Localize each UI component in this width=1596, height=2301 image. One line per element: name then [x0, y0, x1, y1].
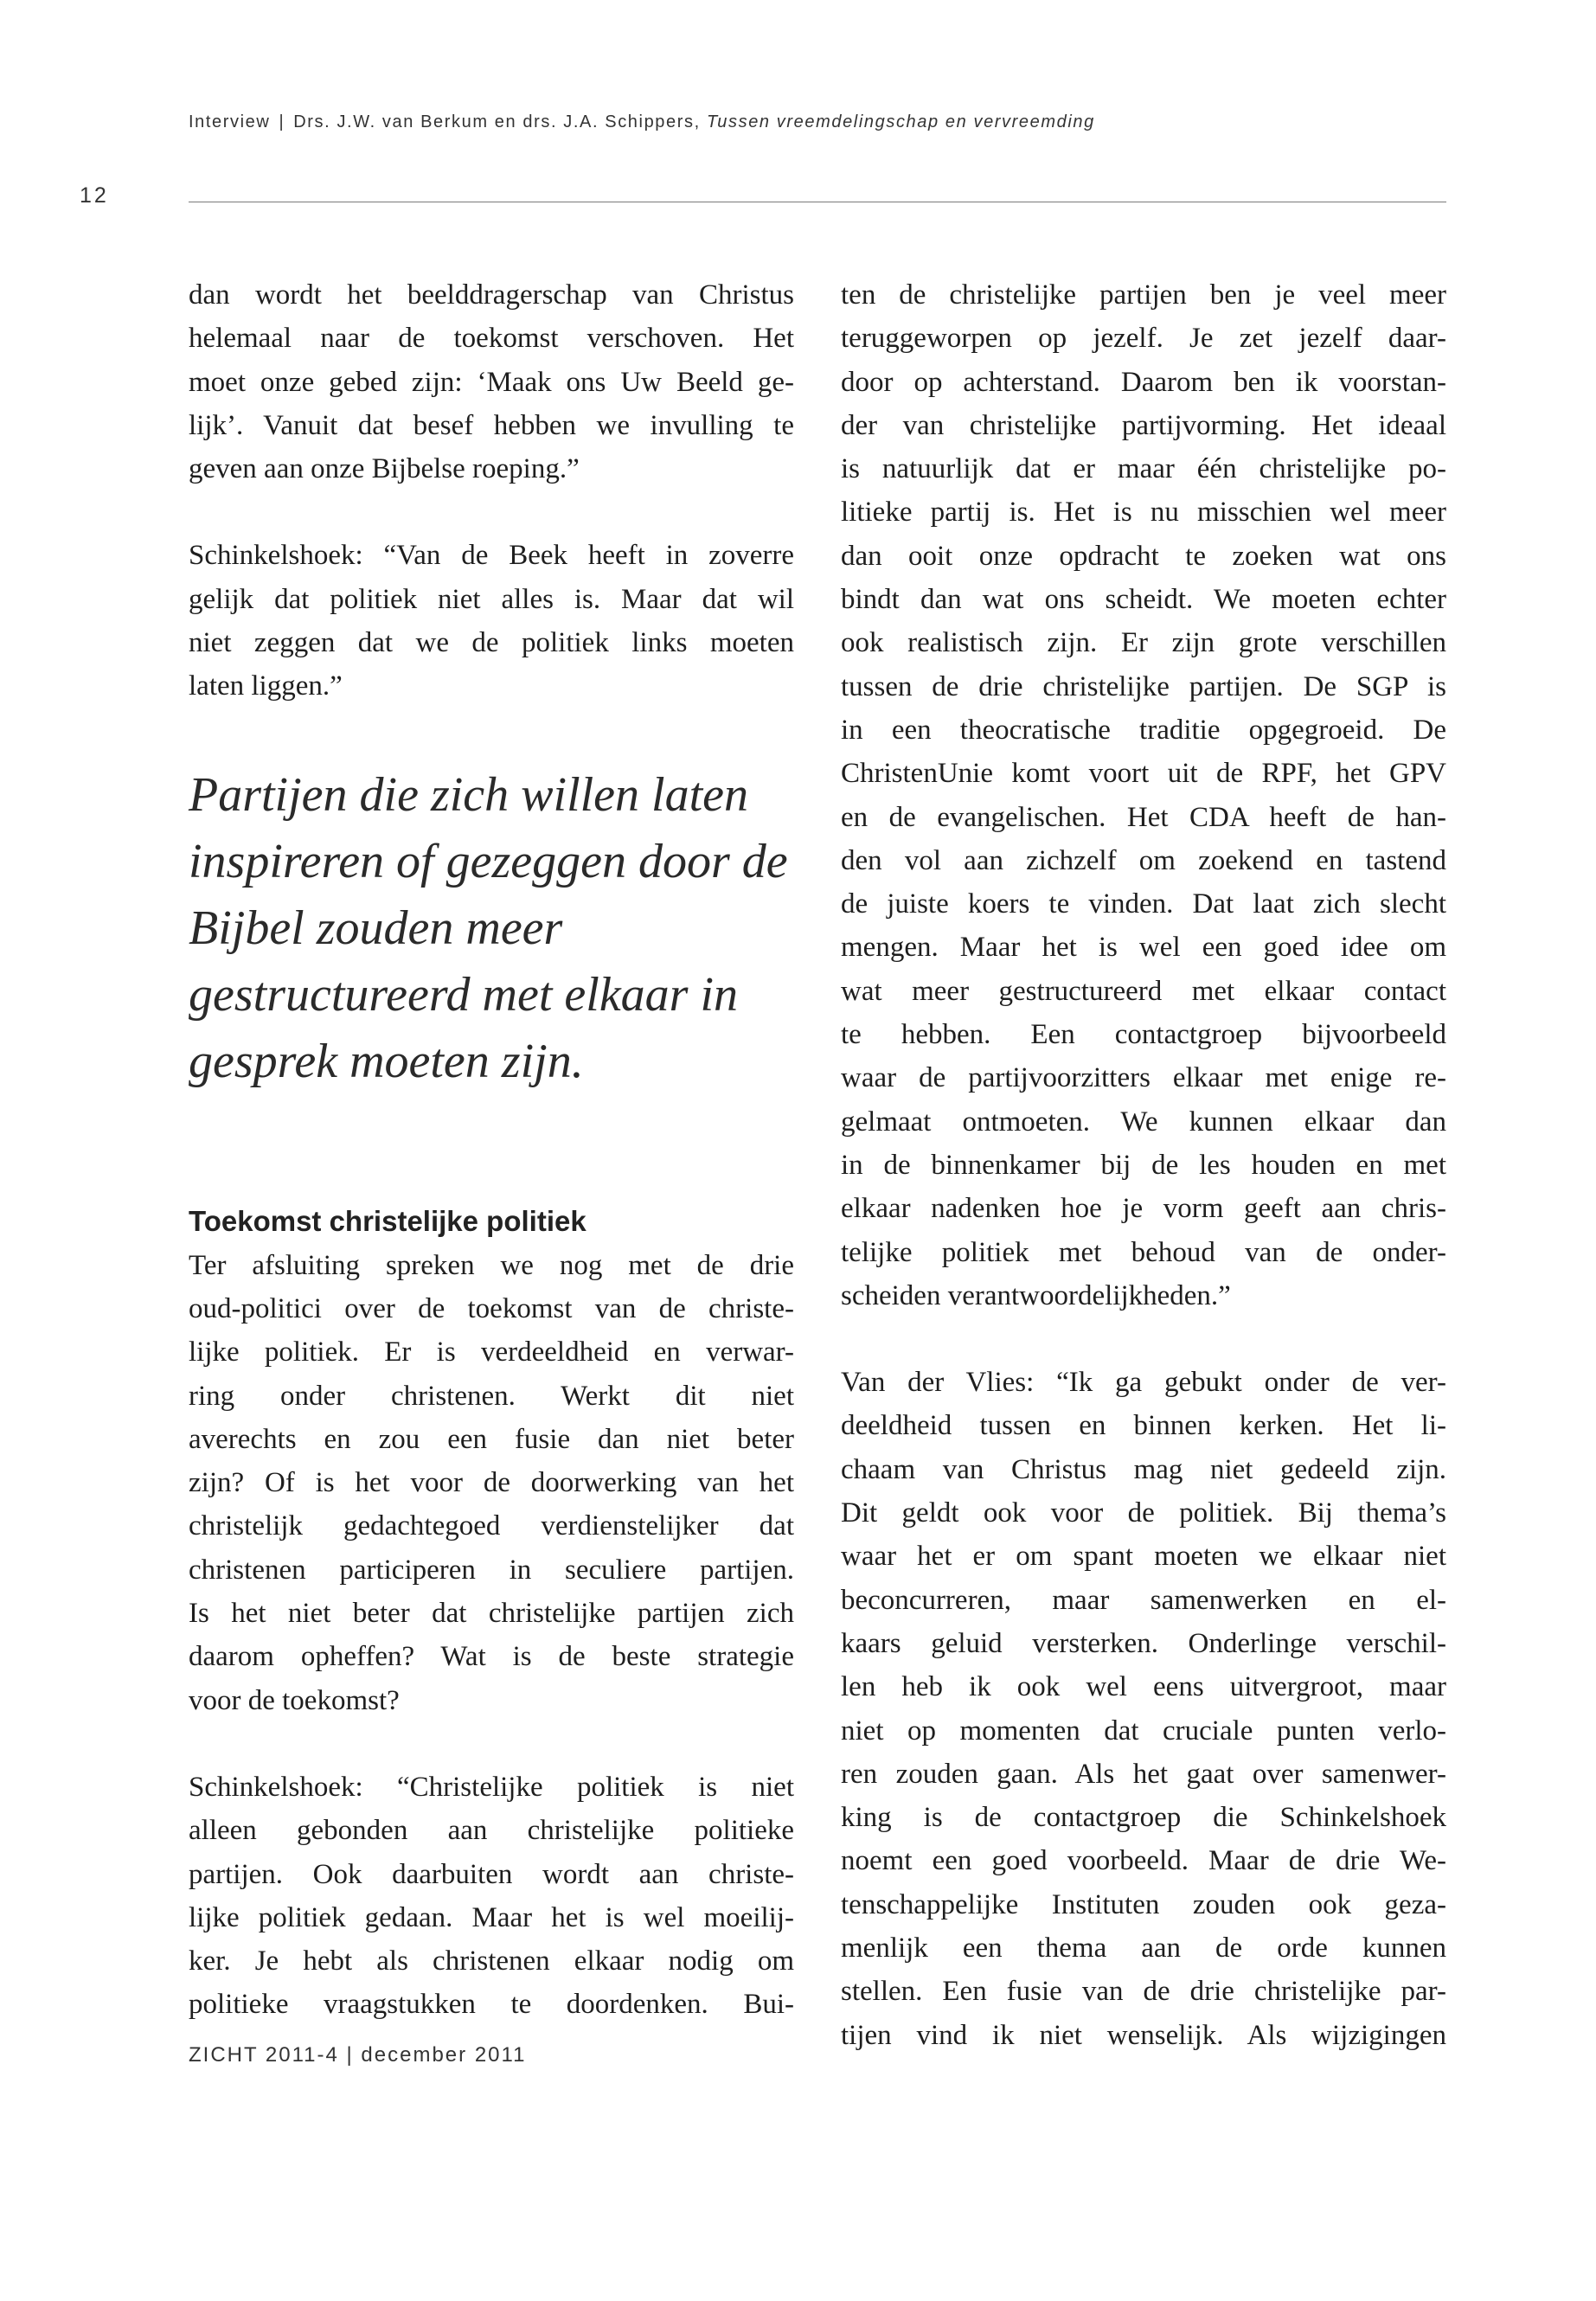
text-line: stellen. Een fusie van de drie christelijke par-	[841, 1976, 1446, 2008]
paragraph	[189, 1244, 794, 1722]
text-line: telijke politiek met behoud van de onder-	[841, 1236, 1446, 1268]
text-line: en de evangelischen. Het CDA heeft de han-	[841, 801, 1446, 833]
paragraph	[189, 534, 794, 708]
text-line: oud-politici over de toekomst van de christe-	[189, 1292, 794, 1324]
text-line: in de binnenkamer bij de les houden en met	[841, 1149, 1446, 1181]
text-line: ten de christelijke partijen ben je veel meer	[841, 279, 1446, 311]
text-line: niet op momenten dat cruciale punten verlo-	[841, 1715, 1446, 1747]
text-line: tussen de drie christelijke partijen. De SGP is	[841, 670, 1446, 702]
text-line: beconcurreren, maar samenwerken en el-	[841, 1584, 1446, 1616]
text-line: Ter afsluiting spreken we nog met de drie	[189, 1249, 794, 1281]
text-line: scheiden verantwoordelijkheden.”	[841, 1279, 1231, 1311]
text-line: daarom opheffen? Wat is de beste strategie	[189, 1641, 794, 1673]
section-heading: Toekomst christelijke politiek	[189, 1204, 586, 1237]
text-line: noemt een goed voorbeeld. Maar de drie We-	[841, 1845, 1446, 1877]
text-line: ker. Je hebt als christenen elkaar nodig om	[189, 1945, 794, 1977]
text-line: alleen gebonden aan christelijke politieke	[189, 1815, 794, 1847]
text-line: tijen vind ik niet wenselijk. Als wijzigingen	[841, 2019, 1446, 2051]
text-line: niet zeggen dat we de politiek links moeten	[189, 627, 794, 659]
text-line: wat meer gestructureerd met elkaar contact	[841, 975, 1446, 1007]
text-line: Schinkelshoek: “Van de Beek heeft in zoverre	[189, 540, 794, 572]
running-head-authors: Drs. J.W. van Berkum en drs. J.A. Schippers,	[293, 112, 701, 131]
text-line: moet onze gebed zijn: ‘Maak ons Uw Beeld ge-	[189, 366, 794, 398]
footer-publication: ZICHT 2011-4	[189, 2043, 339, 2067]
page-number: 12	[80, 183, 109, 208]
running-head-separator: |	[279, 112, 285, 131]
text-line: gelijk dat politiek niet alles is. Maar dat wil	[189, 583, 794, 615]
footer-date: december 2011	[361, 2043, 527, 2067]
footer-separator: |	[346, 2043, 354, 2067]
text-line: te hebben. Een contactgroep bijvoorbeeld	[841, 1019, 1446, 1051]
paragraph	[841, 1361, 1446, 2057]
text-line: den vol aan zichzelf om zoekend en tastend	[841, 844, 1446, 876]
footer	[189, 2043, 526, 2067]
text-line: ChristenUnie komt voort uit de RPF, het GPV	[841, 758, 1446, 790]
pull-quote	[189, 762, 794, 1095]
text-line: ren zouden gaan. Als het gaat over samenwer-	[841, 1758, 1446, 1790]
text-line: is natuurlijk dat er maar één christelijke po-	[841, 453, 1446, 485]
pull-quote-line: Bijbel zouden meer	[189, 901, 563, 955]
text-line: dan wordt het beelddragerschap van Christus	[189, 279, 794, 311]
text-line: in een theocratische traditie opgegroeid. De	[841, 714, 1446, 746]
paragraph	[841, 273, 1446, 1317]
text-line: politieke vraagstukken te doordenken. Bui-	[189, 1989, 794, 2021]
text-line: door op achterstand. Daarom ben ik voorstan-	[841, 366, 1446, 398]
text-line: menlijk een thema aan de orde kunnen	[841, 1932, 1446, 1964]
text-line: laten liggen.”	[189, 670, 343, 702]
text-line: kaars geluid versterken. Onderlinge verschil-	[841, 1627, 1446, 1659]
text-line: zijn? Of is het voor de doorwerking van het	[189, 1467, 794, 1499]
running-head	[189, 112, 1452, 132]
text-line: bindt dan wat ons scheidt. We moeten echter	[841, 584, 1446, 616]
pull-quote-line: gestructureerd met elkaar in	[189, 967, 739, 1022]
text-line: chaam van Christus mag niet gedeeld zijn.	[841, 1453, 1446, 1485]
text-line: waar de partijvoorzitters elkaar met enige re-	[841, 1062, 1446, 1094]
text-line: christelijk gedachtegoed verdienstelijker dat	[189, 1510, 794, 1542]
pull-quote-line: gesprek moeten zijn.	[189, 1034, 584, 1088]
text-line: teruggeworpen op jezelf. Je zet jezelf daar-	[841, 323, 1446, 355]
pull-quote-line: Partijen die zich willen laten	[189, 767, 749, 822]
text-line: lijke politiek gedaan. Maar het is wel moeilij-	[189, 1901, 794, 1933]
text-line: partijen. Ook daarbuiten wordt aan christe-	[189, 1858, 794, 1890]
left-column	[189, 273, 794, 2027]
text-line: Dit geldt ook voor de politiek. Bij thema’s	[841, 1497, 1446, 1529]
text-line: helemaal naar de toekomst verschoven. Het	[189, 323, 794, 355]
text-line: tenschappelijke Instituten zouden ook geza-	[841, 1888, 1446, 1920]
text-line: lijke politiek. Er is verdeeldheid en verwar-	[189, 1336, 794, 1368]
text-line: king is de contactgroep die Schinkelshoek	[841, 1802, 1446, 1834]
text-line: Is het niet beter dat christelijke partijen zich	[189, 1598, 794, 1630]
text-line: averechts en zou een fusie dan niet beter	[189, 1423, 794, 1455]
paragraph	[189, 1766, 794, 2027]
text-line: waar het er om spant moeten we elkaar niet	[841, 1541, 1446, 1573]
paragraph	[189, 273, 794, 490]
text-line: elkaar nadenken hoe je vorm geeft aan chris-	[841, 1193, 1446, 1225]
text-line: deeldheid tussen en binnen kerken. Het li-	[841, 1410, 1446, 1442]
text-line: lijk’. Vanuit dat besef hebben we invulling te	[189, 409, 794, 441]
text-line: len heb ik ook wel eens uitvergroot, maar	[841, 1671, 1446, 1703]
text-line: de juiste koers te vinden. Dat laat zich slecht	[841, 888, 1446, 920]
text-line: geven aan onze Bijbelse roeping.”	[189, 453, 580, 485]
text-line: christenen participeren in seculiere partijen.	[189, 1554, 794, 1586]
text-line: litieke partij is. Het is nu misschien wel meer	[841, 497, 1446, 529]
running-head-article-title: Tussen vreemdelingschap en vervreemding	[706, 112, 1095, 131]
right-column	[841, 273, 1446, 2057]
text-line: Schinkelshoek: “Christelijke politiek is niet	[189, 1771, 794, 1803]
text-line: mengen. Maar het is wel een goed idee om	[841, 932, 1446, 964]
text-line: der van christelijke partijvorming. Het ideaal	[841, 409, 1446, 441]
text-line: Van der Vlies: “Ik ga gebukt onder de ver-	[841, 1367, 1446, 1399]
text-line: ook realistisch zijn. Er zijn grote verschillen	[841, 627, 1446, 659]
running-head-section: Interview	[189, 112, 271, 131]
pull-quote-line: inspireren of gezeggen door de	[189, 834, 788, 888]
text-line: ring onder christenen. Werkt dit niet	[189, 1380, 794, 1412]
text-line: dan ooit onze opdracht te zoeken wat ons	[841, 540, 1446, 572]
text-line: voor de toekomst?	[189, 1684, 400, 1716]
text-line: gelmaat ontmoeten. We kunnen elkaar dan	[841, 1106, 1446, 1138]
